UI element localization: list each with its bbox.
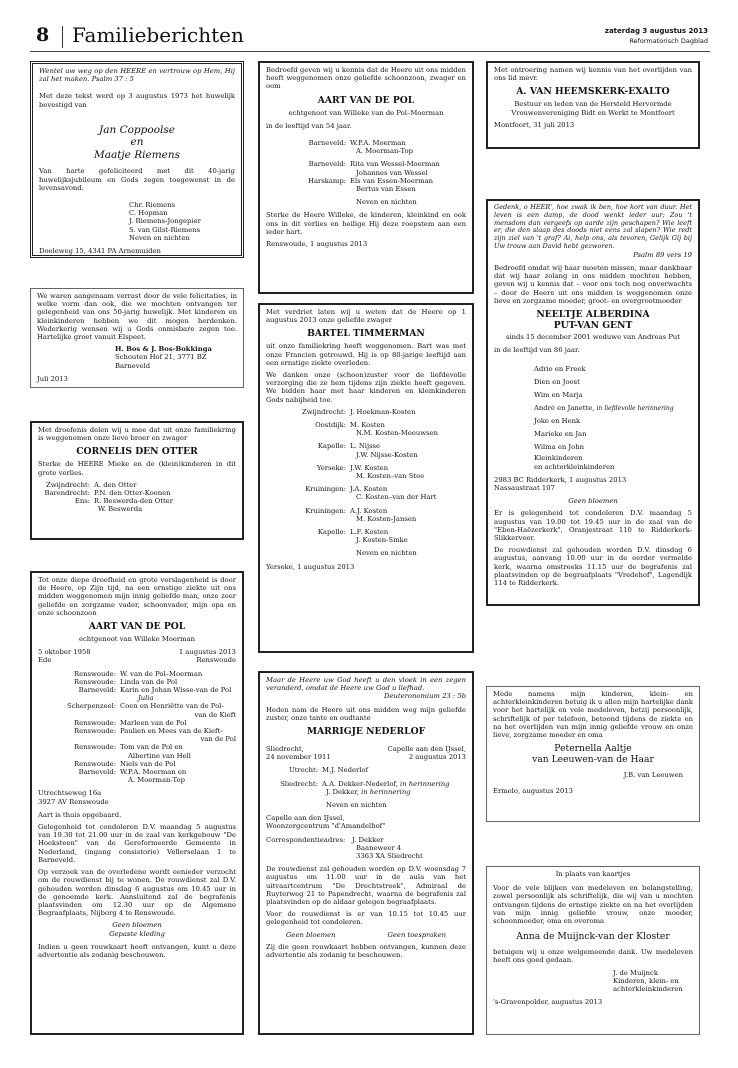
correspondence: Correspondentieadres: J. Dekker Baaneweer 4 3363 XA Sliedrecht (266, 835, 423, 861)
laid-out: Aart is thuis opgebaard. (38, 810, 122, 819)
header-date: zaterdag 3 augustus 2013 (604, 27, 708, 35)
footer: Renswoude, 1 augustus 2013 (266, 240, 368, 249)
verse: Maar de Heere uw God heeft u den vloek in een zegen veranderd, omdat de Heere uw God u liefhad. (266, 676, 466, 693)
name-2: Maatje Riemens (93, 148, 181, 161)
intro: Met ontroering namen wij kennis van het overlijden van ons lid mevr. (494, 66, 692, 83)
dates: 5 oktober 1958 1 augustus 2013 (38, 648, 236, 657)
deceased-name: CORNELIS DEN OTTER (76, 446, 198, 458)
family-member: Joke en Henk (534, 417, 581, 426)
subtitle: echtgenoot van Willeke van de Pol–Moerman (288, 108, 444, 117)
intro: Heden nam de Heere uit ons midden weg mijn geliefde zuster, onze tante en oudtante (266, 705, 466, 722)
signer: achterkleinkinderen (613, 985, 683, 994)
family-member: Wim en Marja (534, 391, 583, 400)
age: in de leeftijd van 86 jaar. (494, 346, 580, 355)
footer: Ermelo, augustus 2013 (493, 787, 573, 796)
ad-put-van-gent: Gedenk, o HEER', hoe zwak ik ben, hoe kort van duur. Het leven is een damp, de dood wenkt ieder uur; Zou 't mensdom dan vergeefs op aarde zijn geschapen? Wie leeft er, die den slaap des doods niet eens zal slapen? Wie redt zijn ziel van 't graf? Ai, help ons, als tevoren, Gelijk Gij bij Uw trouw aan David hebt gezworen. Psalm 89 vers 19 Bedroefd omdat wij haar moeten missen, maar dankbaar dat wij haar zolang in ons midden mochten hebben, geven wij u kennis dat – voor ons toch nog onverwachts – door de Heere uit ons midden is weggenomen onze lieve en zorgzame moeder, groot- en overgrootmoeder NEELTJE ALBERDINA PUT-VAN GENT sinds 15 december 2001 weduwe van Andreas Put in de leeftijd van 86 jaar. Adrie en Freek Dien en Joost Wim en Marja André en Janette, in liefdevolle herinnering Joke en Henk Marieke en Jan Wilma en John Kleinkinderen en achterkleinkinderen 2983 BC Ridderkerk, 1 augustus 2013 Nassaustraat 107 Geen bloemen Er is gelegenheid tot condoleren D.V. maandag 5 augustus van 19.00 tot 19.45 uur in de zaal van de "Eben-Haëzerkerk", Oranjestraat 110 te Ridderkerk-Slikkerveer. De rouwdienst zal gehouden worden D.V. dinsdag 6 augustus, aanvang 10.00 uur in de eerder vermelde kerk, waarna omstreeks 11.15 uur de begrafenis zal plaatsvinden op de begraafplaats "Vredehof", Lagendijk 114 te Ridderkerk. (486, 199, 700, 606)
nephews-nieces: Neven en nichten (356, 549, 417, 558)
no-speeches: Geen toespraken (387, 930, 446, 939)
dates: 24 november 1911 2 augustus 2013 (266, 753, 466, 762)
ad-bos-thanks (30, 288, 244, 388)
section-title: Familieberichten (72, 23, 244, 47)
address-2: Nassaustraat 107 (494, 484, 555, 493)
verse-reference: Deuteronomium 23 : 5b (384, 692, 466, 701)
ad-de-muijnck-thanks (486, 866, 700, 1035)
widow-note: sinds 15 december 2001 weduwe van Andreas Put (505, 333, 681, 341)
deceased-name-1: NEELTJE ALBERDINA (536, 309, 650, 320)
verse: Gedenk, o HEER', hoe zwak ik ben, hoe kort van duur. Het leven is een damp, de dood wenkt ieder uur; Zou 't mensdom dan vergeefs op aarde zijn geschapen? Wie leeft er, die den slaap des doods niet eens zal slapen? Wie redt zijn ziel van 't graf? Ai, help ons, als tevoren, Gelijk Gij bij Uw trouw aan David hebt gezworen. (494, 203, 692, 250)
intro: Met droefenis delen wij u mee dat uit onze familiekring is weggenomen onze lieve broer en zwager (38, 426, 236, 443)
funeral-info: Op verzoek van de overledene wordt eenieder verzocht om de rouwdienst bij te wonen. De rouwdienst zal D.V. gehouden worden dinsdag 6 augustus om 10.45 uur in de genoemde kerk. Aansluitend zal de begrafenis plaatsvinden om 12.30 uur op de Algemene Begraafplaats, Nijborg 4 te Renswoude. (38, 868, 236, 918)
body: Sterke de HEERE Mieke en de (klein)kinderen in dit grote verlies. (38, 460, 236, 477)
intro: Met verdriet laten wij u weten dat de Heere op 1 augustus 2013 onze geliefde zwager (266, 308, 466, 325)
family-member: Wilma en John (534, 443, 585, 452)
address: Schouten Hof 21, 3771 BZ Barneveld (115, 353, 207, 370)
address-2: 3927 AV Renswoude (38, 797, 109, 806)
page-header (30, 22, 710, 52)
dress-code: Gepaste kleding (109, 929, 165, 938)
family-member: Marieke en Jan (534, 430, 587, 439)
en: en (130, 136, 144, 149)
body: Sterke de Heere Willeke, de kinderen, kleinkind en ook ons in dit verlies en heilige Hij deze roepstem aan een ieder hart. (266, 211, 466, 236)
family-member: Adrie en Freek (534, 365, 586, 374)
age: in de leeftijd van 54 jaar. (266, 121, 352, 130)
signer: J.B. van Leeuwen (623, 771, 683, 780)
title: In plaats van kaartjes (555, 870, 631, 878)
condolence-info: Er is gelegenheid tot condoleren D.V. maandag 5 augustus van 19.00 tot 19.45 uur in de zaal van de "Eben-Haëzerkerk", Oranjestraat 110 te Ridderkerk-Slikkerveer. (494, 509, 692, 543)
name-1: Peternella Aaltje (554, 743, 632, 755)
body: We waren aangenaam verrast door de vele felicitaties, in welke vorm dan ook, die we mochten ontvangen ter gelegenheid van ons 50-jarig huwelijk. Met kinderen en kleinkinderen hebben we dit mogen herdenken. Wederkerig wensen wij u Gods onmisbare zegen toe. Hartelijke groet vanuit Elspeet. (37, 292, 237, 342)
signer: Kinderen, klein- en (613, 976, 679, 985)
condolence-info: Voor de rouwdienst is er van 10.15 tot 10.45 uur gelegenheid tot condoleren. (266, 910, 466, 927)
intro: Tot onze diepe droefheid en grote verslagenheid is door de Heere, op Zijn tijd, na een ernstige ziekte uit ons midden weggenomen mijn innig geliefde man, onze zeer geliefde en zorgzame vader, schoonvader, mijn opa en onze schoonzoon (38, 576, 236, 617)
name-1: Jan Coppoolse (99, 123, 175, 136)
header-newspaper: Reformatorisch Dagblad (629, 37, 708, 45)
places: Sliedrecht, Capelle aan den IJssel, (266, 745, 466, 754)
deceased-name: Anna de Muijnck-van der Kloster (516, 931, 670, 943)
footer: Zij die geen rouwkaart hebben ontvangen, kunnen deze advertentie als zodanig te beschouwen. (266, 942, 466, 960)
address-1: Utrechtseweg 16a (38, 789, 102, 798)
signer: Chr. Riemens (129, 200, 176, 209)
ad-marrigje-nederlof: Maar de Heere uw God heeft u den vloek in een zegen veranderd, omdat de Heere uw God u liefhad. Deuteronomium 23 : 5b Heden nam de Heere uit ons midden weg mijn geliefde zuster, onze tante en oudtante MARRIGJE NEDERLOF Sliedrecht, Capelle aan den IJssel, 24 november 1911 2 augustus 2013 Utrecht: M.J. Nederlof Sliedrecht: A.A. Dekker-Nederlof, in herinnering J. Dekker, in herinnering Neven en nichten Capelle aan den IJssel, Woonzorgcentrum "d'Amandelhof" Correspondentieadres: J. Dekker Baaneweer 4 3363 XA Sliedrecht De rouwdienst zal gehouden worden op D.V. woensdag 7 augustus om 11.00 uur in de aula van het uitvaartcentrum "De Drechtstreek", Admiraal de Ruyterweg 21 te Papendrecht, waarna de begrafenis zal plaatsvinden op de aldaar gelegen begraafplaats. Voor de rouwdienst is er van 10.15 tot 10.45 uur gelegenheid tot condoleren. Geen bloemen Geen toespraken Zij die geen rouwkaart hebben ontvangen, kunnen deze advertentie als zodanig te beschouwen. (258, 671, 474, 1035)
thanks: betuigen wij u onze welgemeende dank. Uw medeleven heeft ons goed gedaan. (493, 948, 693, 965)
family-row: Zwijndrecht: A. den Otter (45, 480, 137, 489)
family-row: Ens: R. Beswerda-den Otter (74, 497, 173, 506)
ad-van-leeuwen-thanks (486, 686, 700, 822)
intro: Bedroefd geven wij u kennis dat de Heere uit ons midden heeft weggenomen onze geliefde schoonzoon, zwager en oom (266, 66, 466, 91)
deceased-name: MARRIGJE NEDERLOF (306, 726, 426, 738)
funeral-info: De rouwdienst zal gehouden worden D.V. dinsdag 6 augustus, aanvang 10.00 uur in de eerder vermelde kerk, waarna omstreeks 11.15 uur de begrafenis zal plaatsvinden op de begraafplaats "Vredehof", Lagendijk 114 te Ridderkerk. (494, 546, 692, 588)
family-list (494, 363, 692, 454)
verse: Wentel uw weg op den HEERE en vertrouw op Hem, Hij zal het maken. Psalm 37 : 5 (39, 67, 235, 84)
page-number: 8 (36, 24, 50, 46)
family-row: Barendrecht: P.N. den Otter-Koenen (44, 489, 171, 498)
no-flowers: Geen bloemen (112, 921, 162, 930)
family-member: André en Janette, in liefdevolle herinnering (534, 404, 674, 413)
date: Juli 2013 (37, 374, 68, 383)
ad-van-heemskerk (486, 61, 700, 149)
condolence-info: Gelegenheid tot condoleren D.V. maandag 5 augustus van 19.30 tot 21.00 uur in de zaal van kerkgebouw "De Hoeksteen" van de Gereformeerde Gemeente in Nederland, (ingang consistorie) Vellerselaan 1 te Barneveld. (38, 823, 236, 864)
ad-bartel-timmerman: Met verdriet laten wij u weten dat de Heere op 1 augustus 2013 onze geliefde zwager BARTEL TIMMERMAN uit onze familiekring heeft weggenomen. Bart was met onze Francien getrouwd. Hij is op 80-jarige leeftijd aan een ernstige ziekte overleden. We danken onze (schoon)zuster voor de liefdevolle verzorging die ze hem tijdens zijn ziekte heeft gegeven. We bidden haar met haar kinderen en kleinkinderen Gods nabijheid toe. Zwijndrecht: J. Hoekman-Kosten Oostdijk: M. Kosten N.M. Kosten-Meeuwsen Kapelle: L. Nijsse J.W. Nijsse-Kosten Yerseke: J.W. Kosten M. Kosten–van Stee Kruiningen: J.A. Kosten C. Kosten–van der Hart Kruiningen: A.J. Kosten M. Kosten-Jansen Kapelle: L.F. Kosten J. Kosten-Sinke Neven en nichten Yerseke, 1 augustus 2013 (258, 303, 474, 653)
signer: S. van Gilst-Riemens (129, 225, 201, 234)
footer: 's-Gravenpolder, augustus 2013 (493, 998, 603, 1007)
signers (39, 201, 235, 242)
intro: Met deze tekst werd op 3 augustus 1973 het huwelijk bevestigd van (39, 92, 235, 109)
signer: C. Hopman (129, 209, 168, 218)
subtitle: echtgenoot van Willeke Moerman (78, 635, 196, 644)
funeral-info: De rouwdienst zal gehouden worden op D.V. woensdag 7 augustus om 11.00 uur in de aula van het uitvaartcentrum "De Drechtstreek", Admiraal de Ruyterweg 21 te Papendrecht, waarna de begrafenis zal plaatsvinden op de aldaar gelegen begraafplaats. (266, 865, 466, 907)
nephews-nieces: Neven en nichten (356, 198, 417, 207)
family-member: Dien en Joost (534, 378, 580, 387)
nephews-nieces: Neven en nichten (326, 801, 387, 810)
ad-den-otter: Met droefenis delen wij u mee dat uit onze familiekring is weggenomen onze lieve broer en zwager CORNELIS DEN OTTER Sterke de HEERE Mieke en de (klein)kinderen in dit grote verlies. Zwijndrecht: A. den Otter Barendrecht: P.N. den Otter-Koenen Ens: R. Beswerda-den Otter W. Beswerda (30, 421, 244, 540)
paragraph-1: uit onze familiekring heeft weggenomen. Bart was met onze Francien getrouwd. Hij is op 80-jarige leeftijd aan een ernstige ziekte overleden. (266, 342, 466, 367)
name-2: van Leeuwen-van de Haar (532, 754, 654, 766)
body: Voor de vele blijken van medeleven en belangstelling, zowel persoonlijk als schriftelijk, die wij van u mochten ontvangen tijdens de ernstige ziekte en na het overlijden van mijn innig geliefde vrouw, onze moeder, schoonmoeder, oma en overoma (493, 884, 693, 926)
body: Bestuur en leden van de Hersteld Hervormde Vrouwenvereniging Bidt en Werkt te Montfoort (511, 100, 675, 117)
intro: Bedroefd omdat wij haar moeten missen, maar dankbaar dat wij haar zolang in ons midden mochten hebben, geven wij u kennis dat – voor ons toch nog onverwachts – door de Heere uit ons midden is weggenomen onze lieve en zorgzame moeder, groot- en overgrootmoeder (494, 263, 692, 305)
deceased-name-2: PUT-VAN GENT (553, 320, 633, 331)
address: Doeleweg 15, 4341 PA Arnemuiden (39, 246, 161, 255)
body: Mede namens mijn kinderen, klein- en achterkleinkinderen betuig ik u allen mijn hartelijke dank voor het hartelijk en vele medeleven, hetzij persoonlijk, schriftelijk of per telefoon, betoond tijdens de ziekte en na het overlijden van mijn innig geliefde vrouw en onze lieve, zorgzame moeder en oma (493, 690, 693, 740)
congratulations: Van harte gefeliciteerd met dit 40-jarig huwelijksjubileum en Gods zegen toegewenst in de levensavond. (39, 167, 235, 192)
signer: J. de Muijnck (613, 968, 658, 977)
ad-aart-van-de-pol-inlaws: Bedroefd geven wij u kennis dat de Heere uit ons midden heeft weggenomen onze geliefde schoonzoon, zwager en oom AART VAN DE POL echtgenoot van Willeke van de Pol–Moerman in de leeftijd van 54 jaar. Barneveld: W.P.A. Moerman A. Moerman-Top Barneveld: Rita van Wessel-Moerman Johannes van Wessel Harskamp: Els van Essen-Moerman Bertus van Essen Neven en nichten Sterke de Heere Willeke, de kinderen, kleinkind en ook ons in dit verlies en heilige Hij deze roepstem aan een ieder hart. Renswoude, 1 augustus 2013 (258, 61, 474, 294)
deceased-name: AART VAN DE POL (317, 94, 415, 106)
deceased-name: A. VAN HEEMSKERK-EXALTO (516, 86, 670, 98)
verse-reference: Psalm 89 vers 19 (633, 250, 692, 259)
signer: H. Bos & J. Bos-Bokkinga (115, 345, 212, 354)
signer: J. Riemens-Jongepier (129, 217, 201, 226)
ad-aart-van-de-pol-family: Tot onze diepe droefheid en grote verslagenheid is door de Heere, op Zijn tijd, na een ernstige ziekte uit ons midden weggenomen mijn innig geliefde man, onze zeer geliefde en zorgzame vader, schoonvader, mijn opa en onze schoonzoon AART VAN DE POL echtgenoot van Willeke Moerman 5 oktober 1958 1 augustus 2013 Ede Renswoude Renswoude: W. van de Pol–Moerman Renswoude: Linda van de Pol Barneveld: Karin en Johan Wisse-van de Pol Julia Scherpenzeel: Coen en Henriëtte van de Pol- van de Kieft Renswoude: Marleen van de Pol Renswoude: Paulien en Mees van de Kieft- van de Pol Renswoude: Tom van de Pol en Albertine van Hell Renswoude: Niels van de Pol Barneveld: W.P.A. Moerman en A. Moerman-Top Utrechtseweg 16a 3927 AV Renswoude Aart is thuis opgebaard. Gelegenheid tot condoleren D.V. maandag 5 augustus van 19.30 tot 21.00 uur in de zaal van kerkgebouw "De Hoeksteen" van de Gereformeerde Gemeente in Nederland, (ingang consistorie) Vellerselaan 1 te Barneveld. Op verzoek van de overledene wordt eenieder verzocht om de rouwdienst bij te wonen. De rouwdienst zal D.V. gehouden worden dinsdag 6 augustus om 10.45 uur in de genoemde kerk. Aansluitend zal de begrafenis plaatsvinden om 12.30 uur op de Algemene Begraafplaats, Nijborg 4 te Renswoude. Geen bloemen Gepaste kleding Indien u geen rouwkaart heeft ontvangen, kunt u deze advertentie als zodanig beschouwen. (30, 571, 244, 1035)
deceased-name: AART VAN DE POL (88, 621, 186, 633)
signer: Neven en nichten (129, 233, 190, 242)
footer: Montfoort, 31 juli 2013 (494, 120, 575, 129)
footer: Indien u geen rouwkaart heeft ontvangen, kunt u deze advertentie als zodanig beschouwen. (38, 942, 236, 959)
ad-riemens-jubilee (30, 61, 244, 258)
paragraph-2: We danken onze (schoon)zuster voor de liefdevolle verzorging die ze hem tijdens zijn ziekte heeft gegeven. We bidden haar met haar kinderen en kleinkinderen Gods nabijheid toe. (266, 371, 466, 404)
no-flowers: Geen bloemen (568, 497, 618, 506)
header-divider (62, 26, 63, 48)
signers (493, 969, 693, 994)
deceased-name: BARTEL TIMMERMAN (307, 328, 425, 340)
footer: Yerseke, 1 augustus 2013 (266, 562, 355, 571)
no-flowers: Geen bloemen (286, 930, 336, 939)
places: Ede Renswoude (38, 656, 236, 665)
address-1: 2983 BC Ridderkerk, 1 augustus 2013 (494, 475, 627, 484)
